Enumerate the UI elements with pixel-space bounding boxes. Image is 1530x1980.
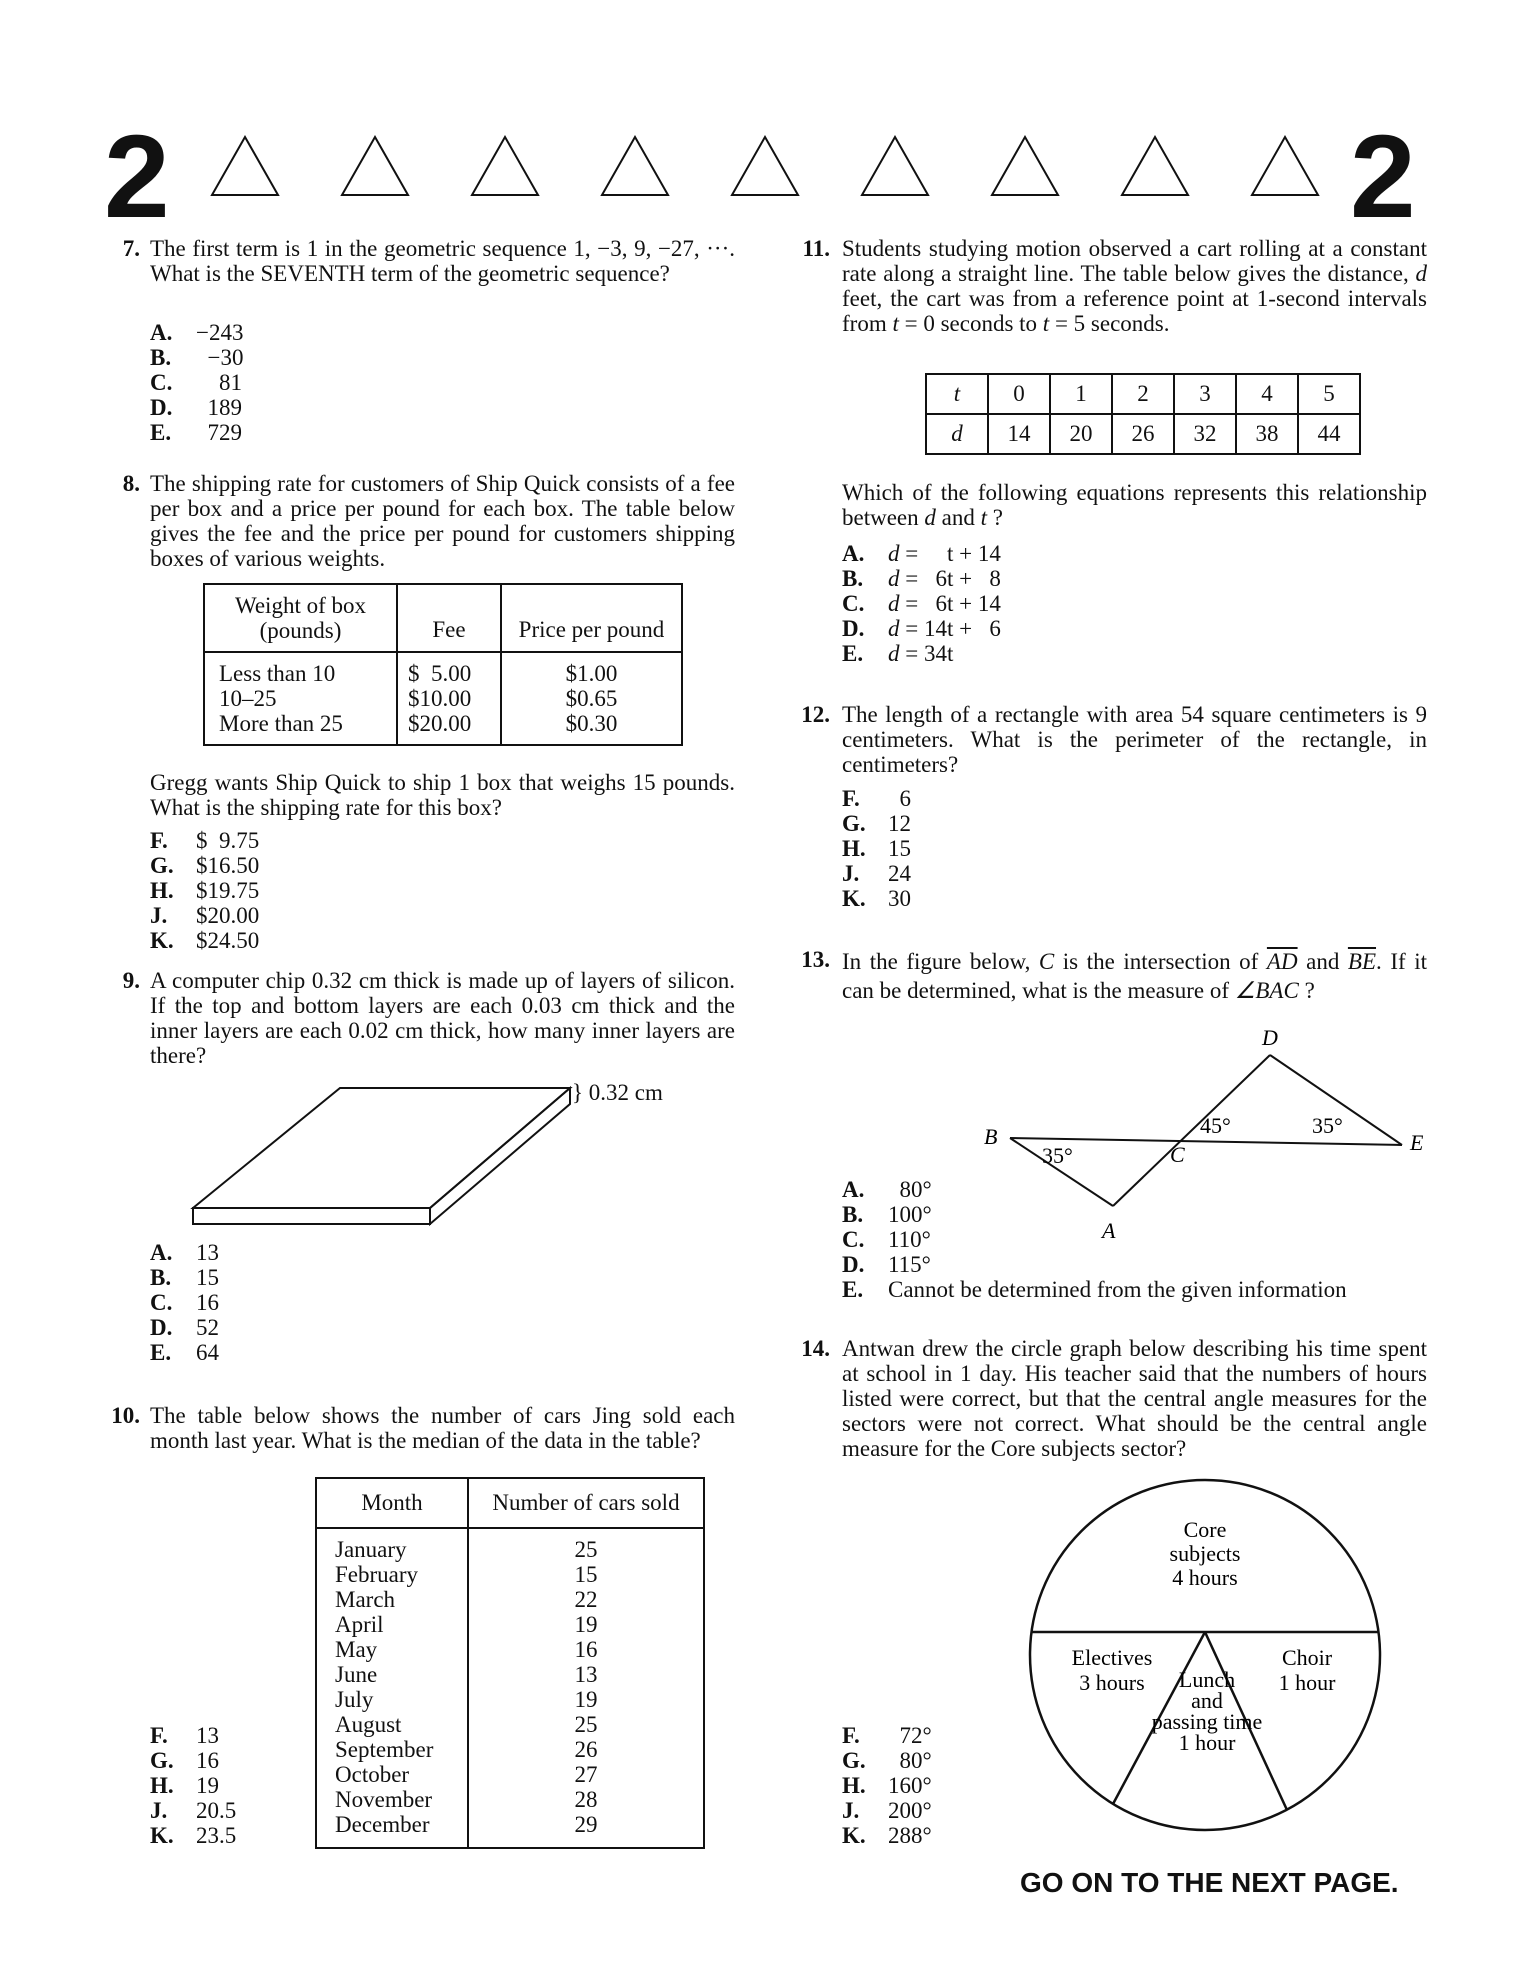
- option-letter: D.: [842, 1252, 865, 1277]
- option-b[interactable]: B. d = 6t + 8: [842, 566, 1001, 591]
- option-value: 100°: [888, 1202, 932, 1227]
- question-text: Which of the following equations represents this relationship between d and t ?: [842, 480, 1427, 530]
- table-cell: $0.30: [565, 711, 618, 736]
- pie-label-electives: [1072, 1645, 1153, 1695]
- table-cell: $ 5.00: [408, 661, 472, 686]
- triangle-icon: [600, 135, 670, 197]
- option-letter: J.: [842, 861, 860, 886]
- option-g[interactable]: [150, 853, 259, 878]
- triangle-icon: [210, 135, 280, 197]
- option-value: 110°: [888, 1227, 931, 1252]
- angle-e-label: 35°: [1312, 1113, 1343, 1138]
- option-letter: D.: [842, 616, 865, 641]
- question-text: Gregg wants Ship Quick to ship 1 box that weighs 15 pounds. What is the shipping rate for this box?: [150, 770, 735, 820]
- option-value: 13: [196, 1240, 219, 1265]
- cars-sold-cell: 27: [574, 1762, 598, 1787]
- question-number: 12.: [801, 702, 830, 727]
- shipping-rate-table: [203, 583, 683, 746]
- option-letter: E.: [150, 1340, 172, 1365]
- table-header: Month: [316, 1478, 468, 1528]
- table-cell: 10–25: [219, 686, 277, 711]
- option-d[interactable]: [150, 1315, 219, 1340]
- table-header: Weight of box (pounds): [204, 584, 397, 652]
- month-column: [316, 1528, 468, 1848]
- option-b[interactable]: [842, 1202, 1347, 1227]
- point-c-label: C: [1170, 1142, 1185, 1167]
- table-cell: $10.00: [408, 686, 472, 711]
- option-e[interactable]: [842, 1277, 1347, 1302]
- triangle-icon: [730, 135, 800, 197]
- option-j[interactable]: [842, 1798, 932, 1823]
- table-cell: 5: [1298, 374, 1360, 414]
- pie-label-line: Electives: [1071, 1645, 1153, 1670]
- option-e[interactable]: E. d = 34t: [842, 641, 954, 666]
- table-header: Price per pound: [518, 617, 665, 642]
- cars-sold-cell: 28: [574, 1787, 598, 1812]
- options-q12: [842, 786, 911, 911]
- month-cell: August: [335, 1712, 402, 1737]
- option-letter: G.: [150, 1748, 174, 1773]
- table-header: t: [926, 374, 988, 414]
- distance-time-table: [925, 373, 1361, 455]
- option-letter: B.: [842, 1202, 864, 1227]
- option-f[interactable]: [150, 828, 259, 853]
- point-a-label: A: [1102, 1218, 1116, 1243]
- table-cell: 14: [988, 414, 1050, 454]
- pie-label-core: [1170, 1517, 1241, 1590]
- option-letter: K.: [150, 1823, 174, 1848]
- option-c[interactable]: [150, 1290, 219, 1315]
- option-a[interactable]: [842, 1177, 1347, 1202]
- point-b-label: B: [984, 1124, 998, 1149]
- table-cell: 1: [1050, 374, 1112, 414]
- month-cell: November: [335, 1787, 433, 1812]
- option-letter: H.: [150, 1773, 174, 1798]
- option-value: 80°: [888, 1748, 932, 1773]
- options-q7: [150, 320, 243, 445]
- question-text: The shipping rate for customers of Ship Quick consists of a fee per box and a price per pound for each box. The table below gives the fee and the price per pound for customers shipping boxes of various weights.: [150, 471, 735, 571]
- question-number: 8.: [122, 471, 140, 496]
- option-d[interactable]: [842, 1252, 1347, 1277]
- option-f[interactable]: [150, 1723, 236, 1748]
- option-e[interactable]: [150, 1340, 219, 1365]
- option-letter: C.: [150, 1290, 173, 1315]
- section-number-left: 2: [104, 111, 170, 243]
- question-number: 13.: [801, 947, 830, 972]
- question-number: 7.: [122, 236, 140, 261]
- option-value: 189: [196, 395, 242, 420]
- question-text: The length of a rectangle with area 54 square centimeters is 9 centimeters. What is the perimeter of the rectangle, in centimeters?: [842, 702, 1427, 777]
- option-value: $ 9.75: [196, 828, 260, 853]
- cars-sold-cell: 13: [574, 1662, 598, 1687]
- option-f[interactable]: [842, 786, 911, 811]
- option-value: 12: [888, 811, 911, 836]
- option-value: 15: [888, 836, 911, 861]
- option-letter: G.: [842, 811, 866, 836]
- month-cell: September: [335, 1737, 434, 1762]
- fee-column: [397, 652, 501, 745]
- option-value: 160°: [888, 1773, 932, 1798]
- pie-label-line: subjects: [1169, 1541, 1241, 1566]
- option-j[interactable]: [150, 1798, 236, 1823]
- pie-label-line: and: [1191, 1688, 1223, 1713]
- month-cell: April: [335, 1612, 384, 1637]
- options-q8: [150, 828, 259, 953]
- option-letter: H.: [842, 1773, 866, 1798]
- pie-label-choir: [1279, 1645, 1337, 1695]
- pie-label-lunch: [1152, 1667, 1263, 1755]
- option-value: 15: [196, 1265, 219, 1290]
- option-value: $16.50: [196, 853, 260, 878]
- option-value: 16: [196, 1290, 219, 1315]
- month-cell: February: [335, 1562, 419, 1587]
- option-letter: K.: [150, 928, 174, 953]
- option-value: 729: [196, 420, 242, 445]
- option-letter: K.: [842, 1823, 866, 1848]
- table-header: Number of cars sold: [492, 1490, 680, 1515]
- pie-label-line: 1 hour: [1278, 1670, 1336, 1695]
- cars-sold-cell: 25: [574, 1537, 598, 1562]
- option-value: $24.50: [196, 928, 260, 953]
- option-letter: J.: [842, 1798, 860, 1823]
- month-cell: July: [335, 1687, 374, 1712]
- option-value: 20.5: [196, 1798, 237, 1823]
- table-header: Fee: [397, 584, 501, 652]
- triangle-icon: [1250, 135, 1320, 197]
- option-c[interactable]: [150, 370, 243, 395]
- option-value: 288°: [888, 1823, 932, 1848]
- option-letter: D.: [150, 395, 173, 420]
- option-letter: G.: [150, 853, 174, 878]
- pie-label-line: Choir: [1281, 1645, 1333, 1670]
- cars-sold-cell: 16: [574, 1637, 598, 1662]
- option-letter: C.: [842, 591, 865, 616]
- option-value: −30: [196, 345, 244, 370]
- cars-sold-cell: 15: [574, 1562, 598, 1587]
- question-number: 14.: [801, 1336, 830, 1361]
- month-cell: January: [335, 1537, 407, 1562]
- option-letter: J.: [150, 1798, 168, 1823]
- option-letter: E.: [842, 641, 864, 666]
- option-a[interactable]: [150, 320, 243, 345]
- question-number: 9.: [122, 968, 140, 993]
- option-value: = 14t + 6: [899, 616, 1001, 641]
- option-f[interactable]: [842, 1723, 932, 1748]
- triangle-icon: [860, 135, 930, 197]
- option-value: 64: [196, 1340, 219, 1365]
- options-q14: [842, 1723, 932, 1848]
- month-cell: June: [335, 1662, 378, 1687]
- table-cell: Less than 10: [219, 661, 336, 686]
- table-cell: 3: [1174, 374, 1236, 414]
- option-value: 80°: [888, 1177, 932, 1202]
- question-text: In the figure below, C is the intersection of $\overline{AD}$ and $\overline{BE}$. If it can be determined, what is the measure of ∠BAC ?: [842, 949, 1427, 1003]
- option-value: 6: [888, 786, 911, 811]
- table-cell: 38: [1236, 414, 1298, 454]
- question-text: Antwan drew the circle graph below describing his time spent at school in 1 day. His teacher said that the numbers of hours listed were correct, but that the central angle measures for the sectors were not correct. What should be the central angle measure for the Core subjects sector?: [842, 1336, 1427, 1461]
- option-g[interactable]: [842, 811, 911, 836]
- option-h[interactable]: [842, 836, 911, 861]
- option-a[interactable]: [150, 1240, 219, 1265]
- option-letter: F.: [842, 786, 860, 811]
- month-cell: December: [335, 1812, 430, 1837]
- pie-label-line: passing time: [1151, 1709, 1263, 1734]
- option-letter: A.: [842, 541, 865, 566]
- options-q10: [150, 1723, 236, 1848]
- next-page-notice: GO ON TO THE NEXT PAGE.: [1020, 1867, 1399, 1898]
- option-k[interactable]: [842, 886, 911, 911]
- month-cell: May: [335, 1637, 378, 1662]
- cars-sold-cell: 19: [574, 1687, 598, 1712]
- option-h[interactable]: [150, 878, 259, 903]
- option-value: 81: [196, 370, 242, 395]
- option-value: = 6t + 14: [899, 591, 1001, 616]
- option-d[interactable]: D. d = 14t + 6: [842, 616, 1001, 641]
- options-q11: [842, 541, 1001, 666]
- table-cell: 2: [1112, 374, 1174, 414]
- pie-label-line: 3 hours: [1079, 1670, 1145, 1695]
- pie-label-line: Core: [1183, 1517, 1227, 1542]
- option-letter: F.: [150, 1723, 168, 1748]
- option-letter: J.: [150, 903, 168, 928]
- question-text: Students studying motion observed a cart rolling at a constant rate along a straight line. The table below gives the distance, d feet, the cart was from a reference point at 1-second intervals from t = 0 seconds to t = 5 seconds.: [842, 236, 1427, 336]
- question-text: The table below shows the number of cars Jing sold each month last year. What is the median of the data in the table?: [150, 1403, 735, 1453]
- price-column: [501, 652, 682, 745]
- option-value: 200°: [888, 1798, 932, 1823]
- pie-label-line: 1 hour: [1178, 1730, 1236, 1755]
- option-b[interactable]: [150, 345, 243, 370]
- option-letter: A.: [842, 1177, 865, 1202]
- chip-thickness-label: } 0.32 cm: [572, 1080, 663, 1105]
- option-c[interactable]: [842, 1227, 1347, 1252]
- question-number: 11.: [802, 236, 830, 261]
- option-letter: C.: [150, 370, 173, 395]
- circle-graph: [1015, 1475, 1395, 1835]
- option-k[interactable]: [150, 928, 259, 953]
- option-letter: E.: [150, 420, 172, 445]
- question-text: The first term is 1 in the geometric sequence 1, −3, 9, −27, ···. What is the SEVENTH term of the geometric sequence?: [150, 236, 735, 286]
- option-value: $19.75: [196, 878, 260, 903]
- table-cell: 4: [1236, 374, 1298, 414]
- option-value: $20.00: [196, 903, 260, 928]
- table-cell: 0: [988, 374, 1050, 414]
- option-g[interactable]: [842, 1748, 932, 1773]
- option-g[interactable]: [150, 1748, 236, 1773]
- option-letter: H.: [150, 878, 174, 903]
- cars-sold-cell: 29: [574, 1812, 598, 1837]
- option-value: 72°: [888, 1723, 932, 1748]
- option-b[interactable]: [150, 1265, 219, 1290]
- option-c[interactable]: C. d = 6t + 14: [842, 591, 1001, 616]
- option-letter: F.: [150, 828, 168, 853]
- option-value: 30: [888, 886, 911, 911]
- option-letter: H.: [842, 836, 866, 861]
- option-letter: F.: [842, 1723, 860, 1748]
- table-cell: More than 25: [219, 711, 343, 736]
- cars-sold-cell: 22: [574, 1587, 598, 1612]
- option-j[interactable]: [842, 861, 911, 886]
- table-cell: $1.00: [565, 661, 618, 686]
- option-value: 52: [196, 1315, 219, 1340]
- option-letter: B.: [150, 345, 172, 370]
- option-letter: K.: [842, 886, 866, 911]
- option-j[interactable]: [150, 903, 259, 928]
- option-letter: C.: [842, 1227, 865, 1252]
- option-value: −243: [196, 320, 244, 345]
- month-cell: March: [335, 1587, 396, 1612]
- table-cell: 26: [1112, 414, 1174, 454]
- option-letter: B.: [150, 1265, 172, 1290]
- option-h[interactable]: [150, 1773, 236, 1798]
- option-value: 16: [196, 1748, 219, 1773]
- cars-sold-cell: 25: [574, 1712, 598, 1737]
- table-cell: $20.00: [408, 711, 472, 736]
- table-cell: 32: [1174, 414, 1236, 454]
- option-d[interactable]: [150, 395, 243, 420]
- options-q9: [150, 1240, 219, 1365]
- option-letter: A.: [150, 320, 173, 345]
- option-k[interactable]: [842, 1823, 932, 1848]
- triangle-icon: [990, 135, 1060, 197]
- option-value: 23.5: [196, 1823, 237, 1848]
- pie-label-line: 4 hours: [1172, 1565, 1238, 1590]
- option-value: = 34t: [899, 641, 954, 666]
- option-value: 13: [196, 1723, 219, 1748]
- table-cell: 44: [1298, 414, 1360, 454]
- angle-b-label: 35°: [1042, 1143, 1073, 1168]
- table-cell: $0.65: [565, 686, 618, 711]
- cars-sold-column: [468, 1528, 704, 1848]
- cars-sold-cell: 19: [574, 1612, 598, 1637]
- triangle-icon: [340, 135, 410, 197]
- cars-sold-table: [315, 1477, 705, 1849]
- option-value: = 6t + 8: [899, 566, 1001, 591]
- option-letter: D.: [150, 1315, 173, 1340]
- option-letter: G.: [842, 1748, 866, 1773]
- options-q13: [842, 1177, 1347, 1302]
- angle-c-label: 45°: [1200, 1113, 1231, 1138]
- computer-chip-figure: [185, 1080, 585, 1230]
- option-a[interactable]: A. d = t + 14: [842, 541, 1001, 566]
- pie-label-line: Lunch: [1178, 1667, 1236, 1692]
- point-d-label: D: [1262, 1025, 1278, 1050]
- question-number: 10.: [111, 1403, 140, 1428]
- table-cell: 20: [1050, 414, 1112, 454]
- option-value: 24: [888, 861, 911, 886]
- option-e[interactable]: [150, 420, 243, 445]
- weight-column: [204, 652, 397, 745]
- option-value: 115°: [888, 1252, 931, 1277]
- table-header: d: [926, 414, 988, 454]
- option-letter: B.: [842, 566, 864, 591]
- triangle-icon: [470, 135, 540, 197]
- section-number-right: 2: [1350, 111, 1416, 243]
- cars-sold-cell: 26: [574, 1737, 598, 1762]
- option-value: 19: [196, 1773, 219, 1798]
- triangle-icon: [1120, 135, 1190, 197]
- question-text: A computer chip 0.32 cm thick is made up of layers of silicon. If the top and bottom layers are each 0.03 cm thick and the inner layers are each 0.02 cm thick, how many inner layers are there?: [150, 968, 735, 1068]
- option-k[interactable]: [150, 1823, 236, 1848]
- option-h[interactable]: [842, 1773, 932, 1798]
- month-cell: October: [335, 1762, 410, 1787]
- option-letter: E.: [842, 1277, 864, 1302]
- option-letter: A.: [150, 1240, 173, 1265]
- option-value: Cannot be determined from the given information: [888, 1277, 1347, 1302]
- point-e-label: E: [1410, 1130, 1424, 1155]
- option-value: = t + 14: [899, 541, 1001, 566]
